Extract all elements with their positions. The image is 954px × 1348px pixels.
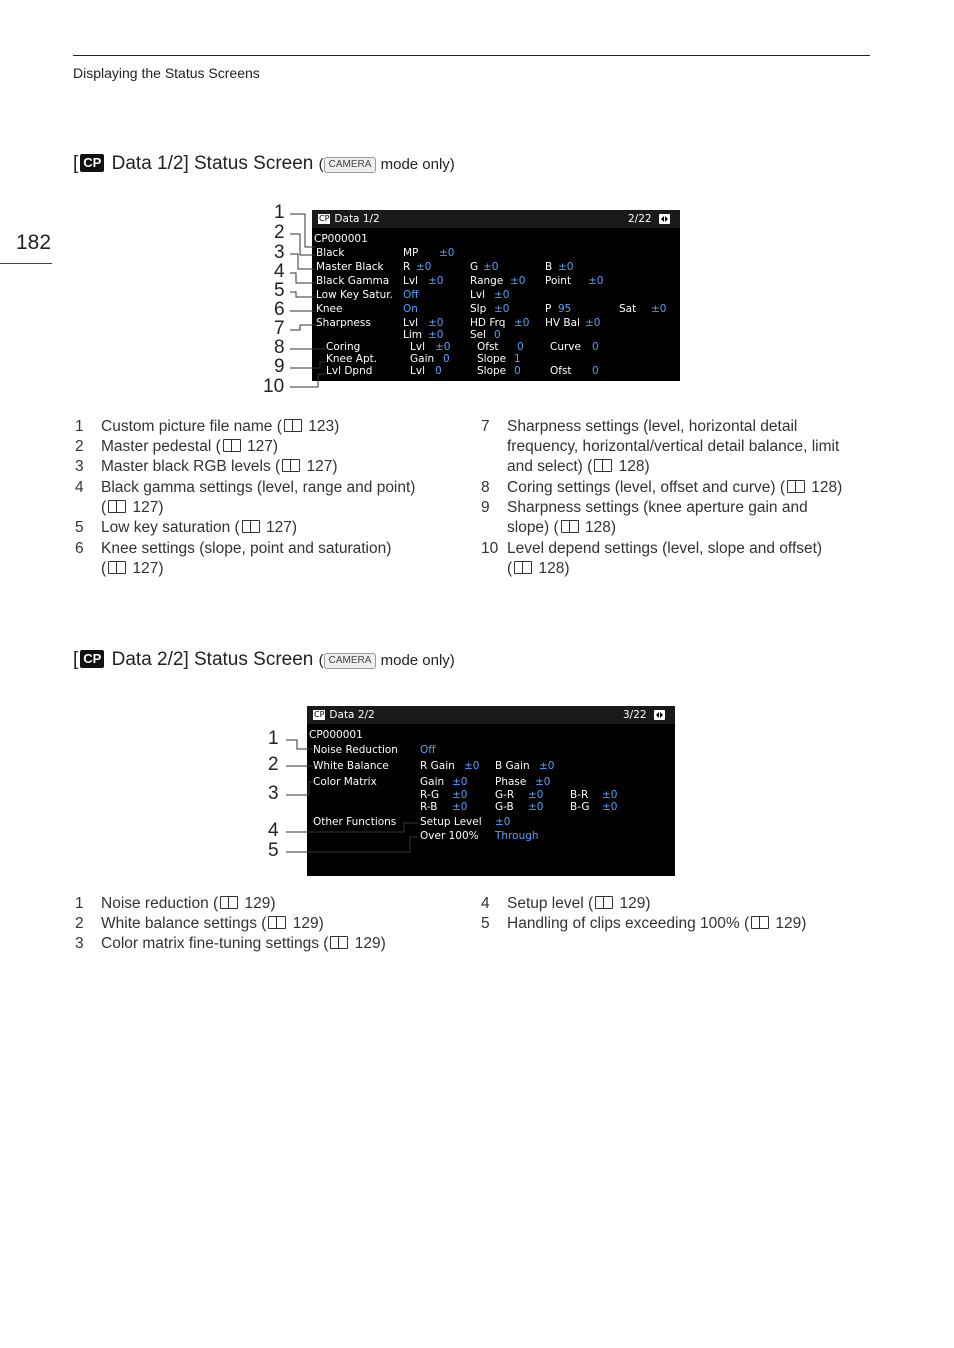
callout-4: 4 (268, 820, 279, 841)
list-item: 3 Color matrix fine-tuning settings ( 129) (75, 935, 386, 952)
screen-title: Data 2/2 (329, 709, 375, 721)
status-screen-data1: CP Data 1/2 2/22 CP000001 Black MP ±0 Master Black R ±0 G ±0 B ±0 Black Gamma Lvl ±0 Range ±0 Point ±0 Low Key Satur. Off Lvl ±0 Knee On Slp ±0 P 95 Sat ±0 Sharpness Lvl ±0 HD Frq ±0 HV Bal ±0 Lim ±0 Sel 0 Coring Lvl ±0 Ofst 0 Curve 0 Knee Apt. Gain 0 Slope 1 Lvl Dpnd Lvl 0 Slope 0 Ofst 0 (312, 210, 680, 381)
callout-6: 6 (274, 299, 285, 320)
file-name: CP000001 (314, 233, 368, 245)
list-item: 5 Low key saturation ( 127) (75, 519, 298, 536)
callout-2: 2 (274, 222, 285, 243)
callout-8: 8 (274, 337, 285, 358)
list-item: 10 Level depend settings (level, slope and offset) ( 128) (481, 540, 823, 577)
list-item: 8 Coring settings (level, offset and curve) ( 128) (481, 479, 843, 496)
list-item: 4 Setup level ( 129) (481, 895, 651, 912)
status-screen-data2: CP Data 2/2 3/22 CP000001 Noise Reduction Off White Balance R Gain ±0 B Gain ±0 Color Matrix Gain ±0 Phase ±0 R-G ±0 G-R ±0 B-R ±0 R-B ±0 G-B ±0 B-G ±0 Other Functions Setup Level ±0 Over 100% Through (307, 706, 675, 876)
callout-2: 2 (268, 754, 279, 775)
callout-5: 5 (274, 280, 285, 301)
book-icon (330, 936, 348, 949)
list-item: 2 Master pedestal ( 127) (75, 438, 279, 455)
list-item: 4 Black gamma settings (level, range and point) ( 127) (75, 479, 416, 516)
list-item: 1 Custom picture file name ( 123) (75, 418, 340, 435)
callout-1: 1 (268, 728, 279, 749)
screen-page: 2/22 (628, 213, 652, 225)
list-item: 2 White balance settings ( 129) (75, 915, 324, 932)
list-item: 7 Sharpness settings (level, horizontal detail frequency, horizontal/vertical detail balance, limit and select) ( 128) (481, 418, 840, 475)
list-item: 9 Sharpness settings (knee aperture gain and slope) ( 128) (481, 499, 808, 536)
cp-icon: CP (80, 154, 104, 172)
section2-title: [ CP Data 2/2] Status Screen ( CAMERA mode only) (73, 649, 455, 670)
list-item: 3 Master black RGB levels ( 127) (75, 458, 338, 475)
book-icon (268, 916, 286, 929)
book-icon (220, 896, 238, 909)
list-item: 5 Handling of clips exceeding 100% ( 129) (481, 915, 807, 932)
cp-icon: CP (80, 650, 104, 668)
cp-mini-icon: CP (319, 214, 330, 223)
callout-10: 10 (263, 376, 285, 397)
book-icon (751, 916, 769, 929)
list-item: 1 Noise reduction ( 129) (75, 895, 276, 912)
cp-mini-icon: CP (314, 710, 325, 719)
camera-mode-badge: CAMERA (324, 157, 377, 173)
callout-3: 3 (268, 783, 279, 804)
camera-mode-badge: CAMERA (324, 653, 377, 669)
callout-1: 1 (274, 202, 285, 223)
book-icon (595, 896, 613, 909)
screen-page: 3/22 (623, 709, 647, 721)
running-header: Displaying the Status Screens (73, 65, 260, 81)
callout-9: 9 (274, 356, 285, 377)
callout-4: 4 (274, 261, 285, 282)
callout-5: 5 (268, 840, 279, 861)
section1-title: [ CP Data 1/2] Status Screen ( CAMERA mode only) (73, 153, 455, 174)
callout-3: 3 (274, 242, 285, 263)
file-name: CP000001 (309, 729, 363, 741)
list-item: 6 Knee settings (slope, point and saturation) ( 127) (75, 540, 392, 577)
page-number: 182 (16, 231, 52, 254)
callout-7: 7 (274, 318, 285, 339)
screen-title: Data 1/2 (334, 213, 380, 225)
